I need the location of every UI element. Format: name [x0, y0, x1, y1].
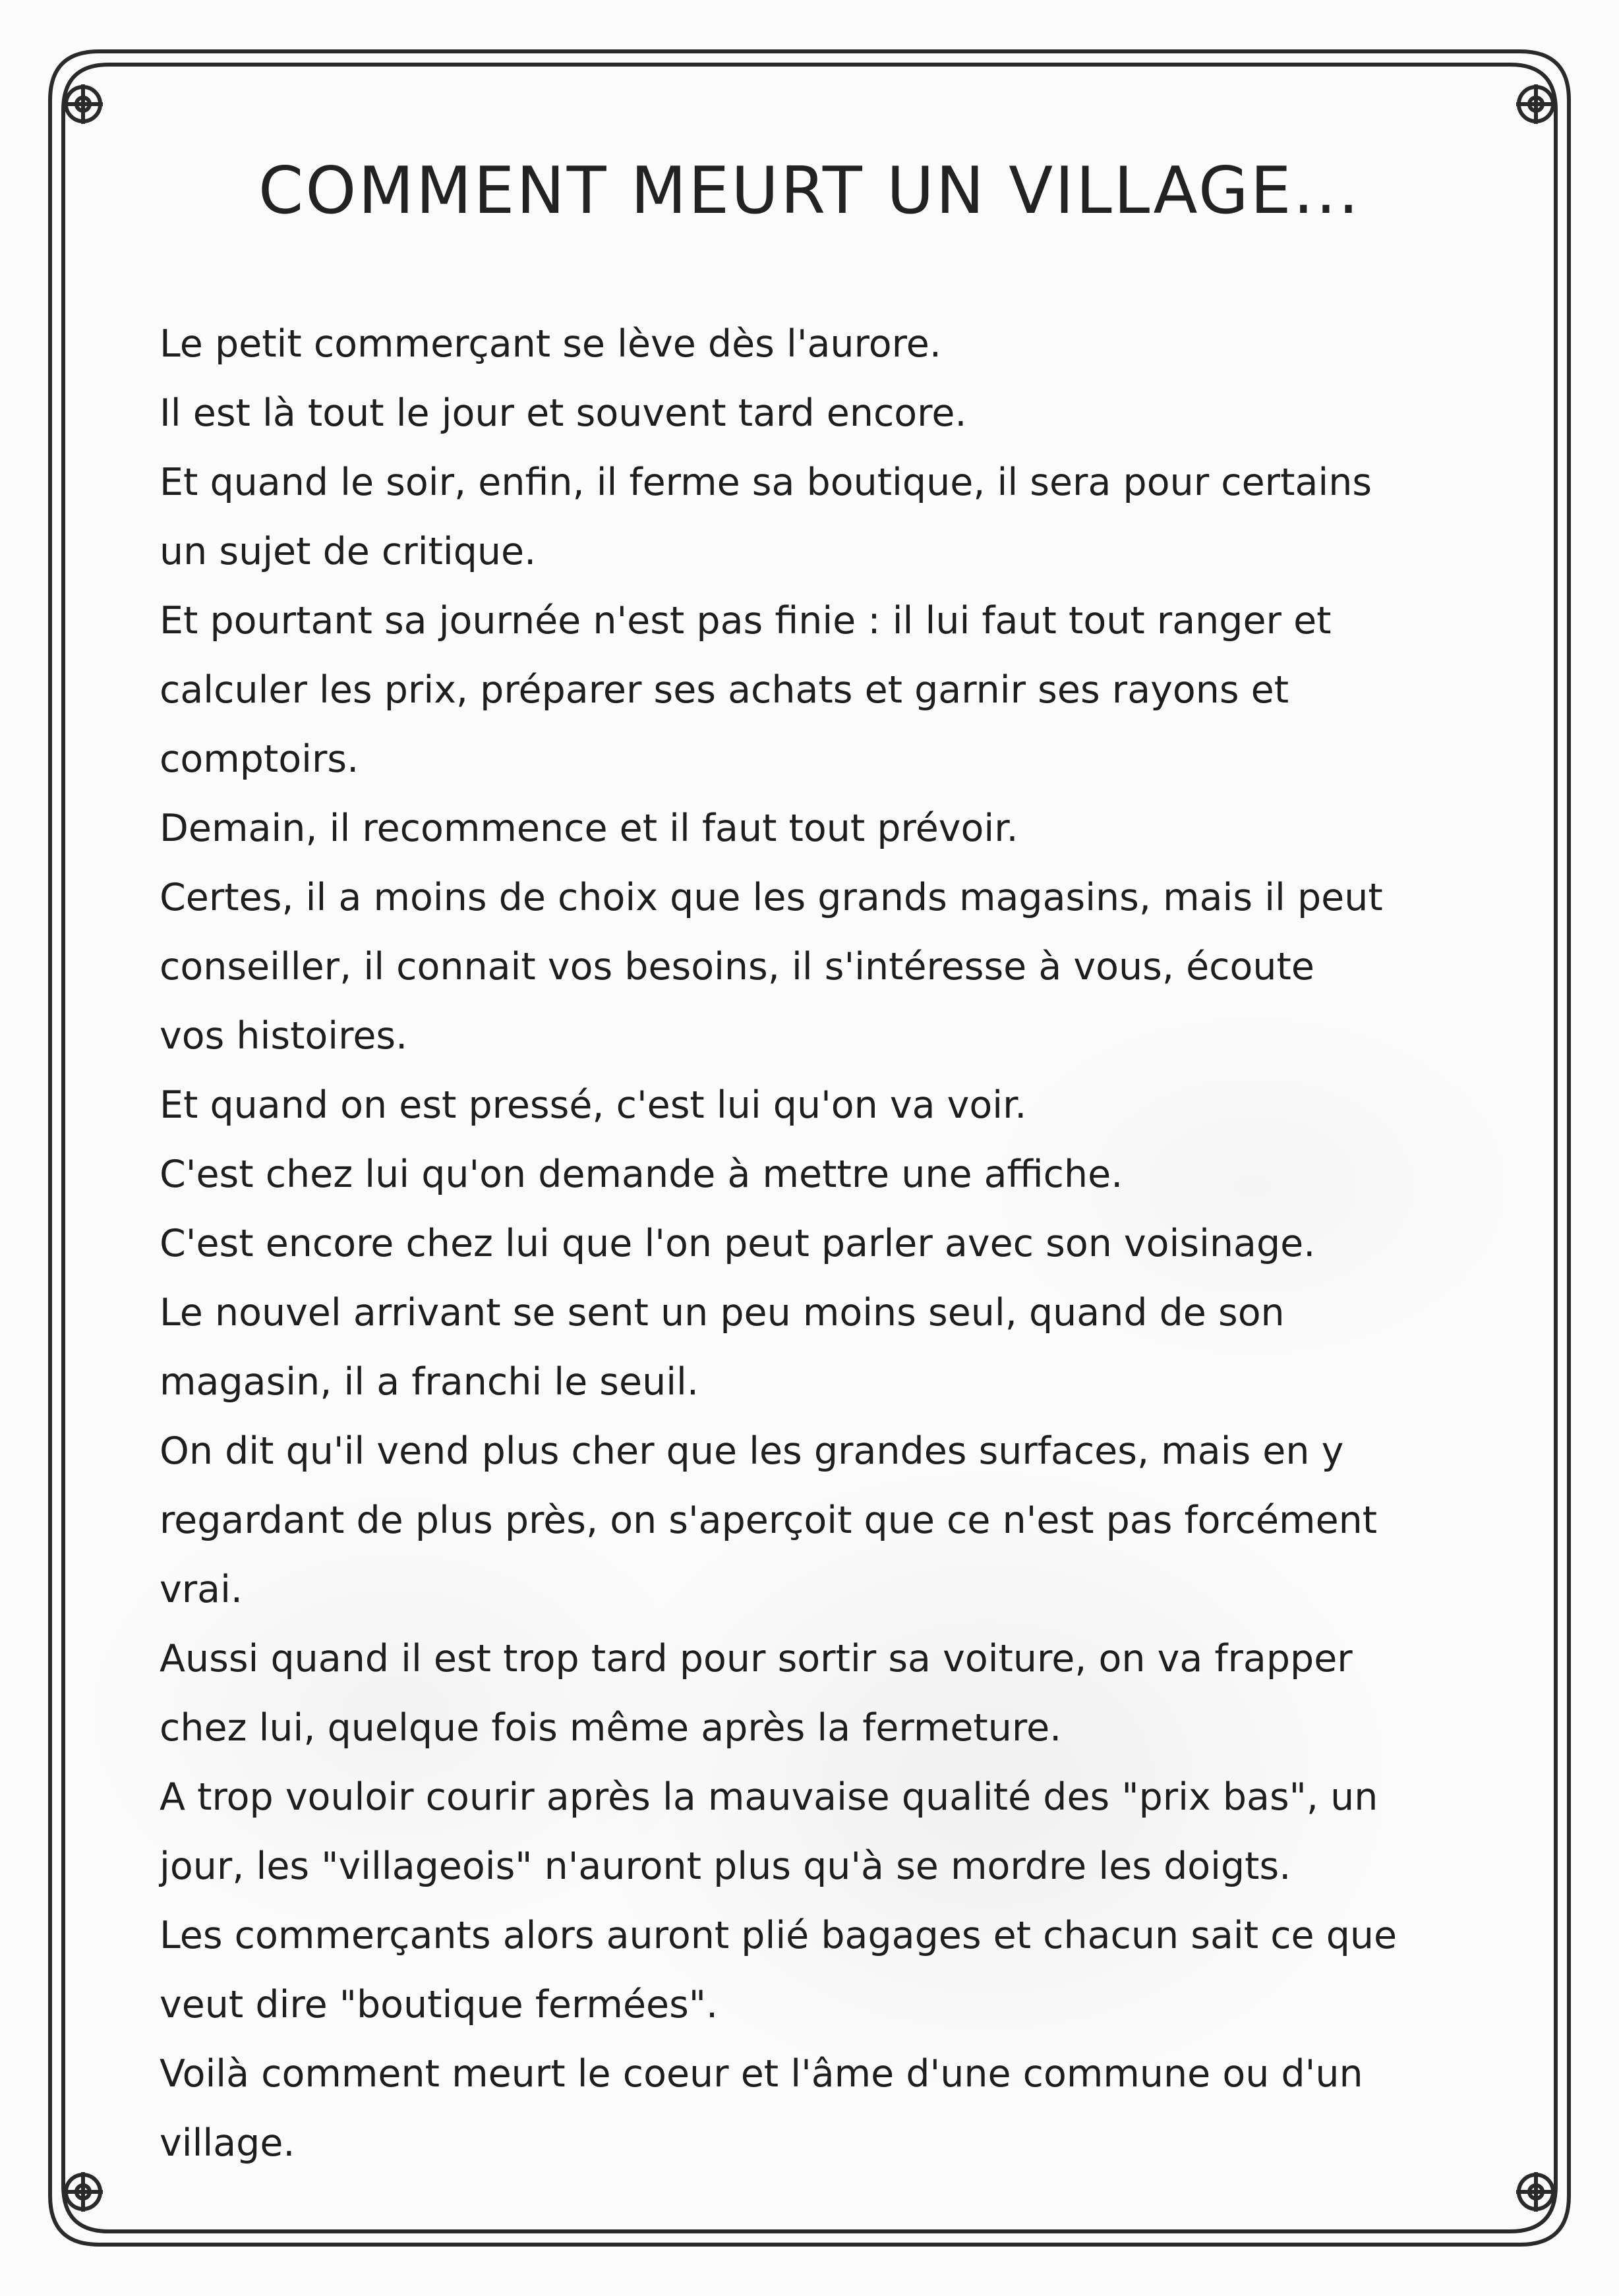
- text-line: un sujet de critique.: [160, 530, 537, 573]
- text-line: A trop vouloir courir après la mauvaise qualité des "prix bas", un: [160, 1775, 1378, 1819]
- page-title: COMMENT MEURT UN VILLAGE...: [258, 154, 1361, 229]
- text-line: regardant de plus près, on s'aperçoit que ce n'est pas forcément: [160, 1499, 1378, 1542]
- text-line: conseiller, il connait vos besoins, il s'intéresse à vous, écoute: [160, 945, 1314, 989]
- text-line: Et pourtant sa journée n'est pas finie : il lui faut tout ranger et: [160, 599, 1332, 643]
- text-line: comptoirs.: [160, 737, 359, 781]
- text-line: Le petit commerçant se lève dès l'aurore.: [160, 322, 941, 366]
- text-line: village.: [160, 2121, 295, 2165]
- text-line: Aussi quand il est trop tard pour sortir sa voiture, on va frapper: [160, 1637, 1353, 1680]
- text-line: Les commerçants alors auront plié bagages et chacun sait ce que: [160, 1914, 1398, 1957]
- corner-ornament-bottom-left-icon: [63, 2172, 103, 2212]
- text-line: Et quand on est pressé, c'est lui qu'on va voir.: [160, 1083, 1027, 1127]
- poem-body: [160, 310, 1511, 2178]
- text-line: chez lui, quelque fois même après la fermeture.: [160, 1706, 1062, 1750]
- text-line: vos histoires.: [160, 1014, 408, 1058]
- text-line: calculer les prix, préparer ses achats et garnir ses rayons et: [160, 668, 1289, 712]
- text-line: Voilà comment meurt le coeur et l'âme d'une commune ou d'un: [160, 2052, 1363, 2096]
- text-line: On dit qu'il vend plus cher que les grandes surfaces, mais en y: [160, 1429, 1344, 1473]
- text-line: jour, les "villageois" n'auront plus qu'à se mordre les doigts.: [160, 1845, 1291, 1888]
- text-line: Et quand le soir, enfin, il ferme sa boutique, il sera pour certains: [160, 461, 1372, 504]
- text-line: Certes, il a moins de choix que les grands magasins, mais il peut: [160, 876, 1383, 919]
- text-line: C'est chez lui qu'on demande à mettre une affiche.: [160, 1153, 1123, 1196]
- text-line: veut dire "boutique fermées".: [160, 1983, 719, 2026]
- text-line: Demain, il recommence et il faut tout prévoir.: [160, 807, 1018, 850]
- text-line: Le nouvel arrivant se sent un peu moins seul, quand de son: [160, 1291, 1285, 1335]
- corner-ornament-top-right-icon: [1516, 84, 1556, 124]
- text-line: magasin, il a franchi le seuil.: [160, 1360, 699, 1404]
- text-line: vrai.: [160, 1568, 243, 1611]
- corner-ornament-bottom-right-icon: [1516, 2172, 1556, 2212]
- text-line: Il est là tout le jour et souvent tard encore.: [160, 391, 967, 435]
- corner-ornament-top-left-icon: [63, 84, 103, 124]
- text-line: C'est encore chez lui que l'on peut parler avec son voisinage.: [160, 1222, 1316, 1265]
